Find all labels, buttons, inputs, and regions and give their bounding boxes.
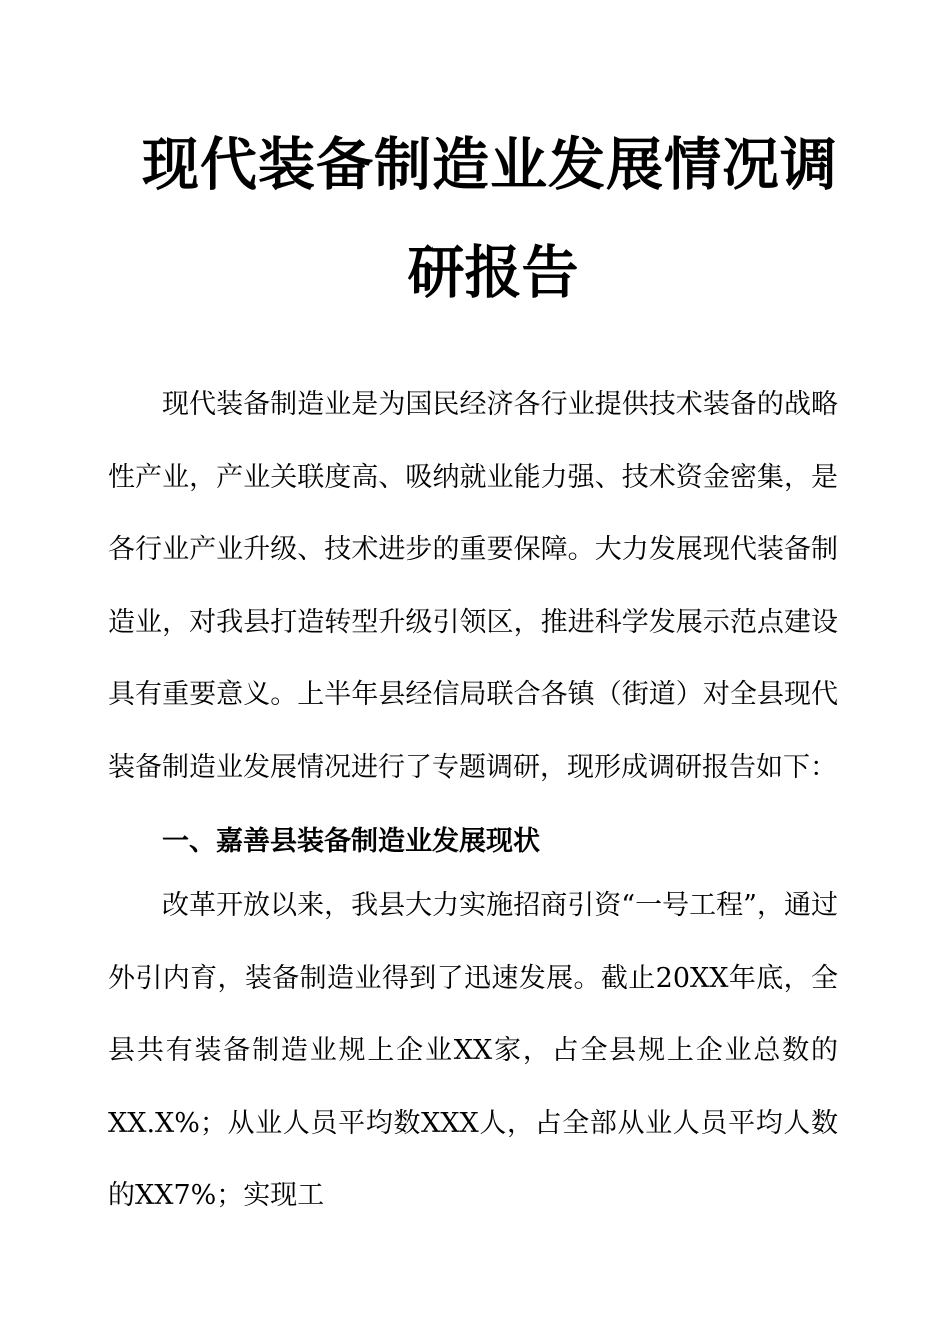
document-title-line-1: 现代装备制造业发展情况调 (142, 132, 838, 198)
section-1-paragraph: 改革开放以来，我县大力实施招商引资“一号工程”，通过外引内育，装备制造业得到了迅速发展。截止20XX年底，全县共有装备制造业规上企业XX家，占全县规上企业总数的XX.X%；从业人员平均数XXX人，占全部从业人员平均人数的XX7%；实现工 (108, 890, 838, 1211)
section-heading-1: 一、嘉善县装备制造业发展现状 (162, 826, 540, 857)
intro-paragraph: 现代装备制造业是为国民经济各行业提供技术装备的战略性产业，产业关联度高、吸纳就业能力强、技术资金密集，是各行业产业升级、技术进步的重要保障。大力发展现代装备制造业，对我县打造转型升级引领区，推进科学发展示范点建设具有重要意义。上半年县经信局联合各镇（街道）对全县现代装备制造业发展情况进行了专题调研，现形成调研报告如下： (108, 389, 838, 783)
document-title-line-2: 研报告 (407, 240, 579, 306)
